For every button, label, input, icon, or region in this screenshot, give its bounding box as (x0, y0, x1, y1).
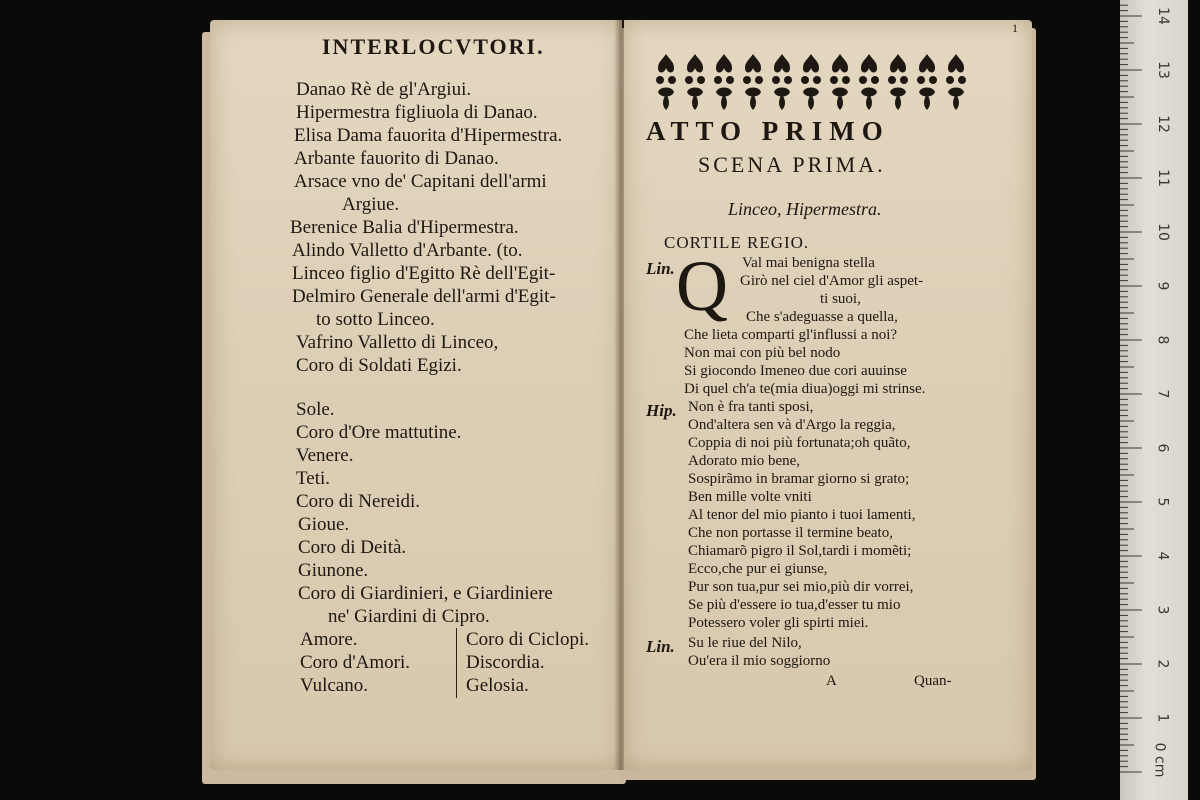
speaker-tag: Lin. (646, 637, 675, 656)
column-left-line: Amore. (300, 629, 358, 650)
verse-line: Val mai benigna stella (742, 255, 875, 271)
column-divider (456, 628, 457, 698)
character-line: Coro di Nereidi. (296, 491, 421, 512)
verse-line: Adorato mio bene, (688, 453, 801, 469)
ruler-number: 12 (1154, 115, 1171, 133)
scene-setting: CORTILE REGIO. (664, 233, 810, 252)
ruler-number: 6 (1154, 443, 1171, 453)
column-left-line: Vulcano. (300, 675, 368, 696)
ruler-number: 11 (1154, 169, 1171, 187)
character-line: Gioue. (298, 514, 350, 535)
ruler-number: 10 (1154, 223, 1171, 241)
cast-line: Linceo figlio d'Egitto Rè dell'Egit- (292, 263, 556, 284)
act-title: ATTO PRIMO (646, 116, 890, 146)
ruler-unit-label: 0 cm (1151, 742, 1168, 778)
verse-line: ti suoi, (820, 291, 861, 307)
verse-line: Che lieta comparti gl'influssi a noi? (684, 327, 898, 343)
verse-line: Su le riue del Nilo, (688, 635, 802, 651)
ornament-band-icon (652, 50, 972, 112)
speaker-tag: Lin. (646, 259, 675, 278)
scene-title: SCENA PRIMA. (698, 152, 886, 177)
character-line: Coro di Giardinieri, e Giardiniere (298, 583, 553, 604)
speaker-tag: Hip. (646, 401, 677, 420)
cast-line: Delmiro Generale dell'armi d'Egit- (292, 286, 556, 307)
ruler-number: 13 (1154, 61, 1171, 79)
verse-line: Non è fra tanti sposi, (688, 399, 814, 415)
ruler-number: 5 (1154, 497, 1171, 507)
verse-line: Che s'adeguasse a quella, (746, 309, 898, 325)
verse-line: Girò nel ciel d'Amor gli aspet- (740, 273, 924, 289)
column-right-line: Discordia. (466, 652, 545, 673)
verse-line: Sospirãmo in bramar giorno si grato; (688, 471, 910, 487)
character-line: ne' Giardini di Cipro. (328, 606, 490, 627)
cast-heading: INTERLOCVTORI. (322, 34, 545, 59)
ruler-number: 2 (1154, 659, 1171, 669)
cast-line: Elisa Dama fauorita d'Hipermestra. (294, 125, 563, 146)
ruler-number: 8 (1154, 335, 1171, 345)
verse-line: Coppia di noi più fortunata;oh quãto, (688, 435, 911, 451)
character-line: Venere. (296, 445, 354, 466)
verse-line: Ben mille volte vniti (688, 489, 812, 505)
verse-line: Potessero voler gli spirti miei. (688, 615, 869, 631)
cast-line: Arsace vno de' Capitani dell'armi (294, 171, 547, 192)
character-line: Coro di Deità. (298, 537, 407, 558)
verse-line: Non mai con più bel nodo (684, 345, 841, 361)
character-line: Teti. (296, 468, 331, 489)
verse-line: Ou'era il mio soggiorno (688, 653, 831, 669)
catchword: Quan- (914, 673, 952, 689)
open-book (200, 14, 1040, 774)
column-right-line: Gelosia. (466, 675, 529, 696)
cast-line: Danao Rè de gl'Argiui. (296, 79, 472, 100)
ruler-number: 7 (1154, 389, 1171, 399)
drop-capital: Q (676, 246, 728, 326)
verse-line: Che non portasse il termine beato, (688, 525, 893, 541)
signature-mark: A (826, 673, 837, 689)
verse-line: Di quel ch'a te(mia diua)oggi mi strinse. (684, 381, 926, 397)
cast-line: Argiue. (342, 194, 400, 215)
ruler-number: 14 (1154, 7, 1171, 25)
character-line: Sole. (296, 399, 335, 420)
measuring-ruler (1120, 0, 1188, 800)
cast-line: Hipermestra figliuola di Danao. (296, 102, 538, 123)
left-page (210, 20, 622, 770)
ruler-number: 4 (1154, 551, 1171, 561)
cast-line: Vafrino Valletto di Linceo, (296, 332, 499, 353)
cast-line: to sotto Linceo. (316, 309, 435, 330)
verse-line: Ond'altera sen và d'Argo la reggia, (688, 417, 896, 433)
verse-line: Ecco,che pur ei giunse, (688, 561, 828, 577)
verse-line: Al tenor del mio pianto i tuoi lamenti, (688, 507, 916, 523)
cast-line: Coro di Soldati Egizi. (296, 355, 462, 376)
scene-persons: Linceo, Hipermestra. (728, 199, 882, 219)
cast-line: Alindo Valletto d'Arbante. (to. (292, 240, 523, 261)
ruler-number: 3 (1154, 605, 1171, 615)
verse-line: Pur son tua,pur sei mio,più dir vorrei, (688, 579, 914, 595)
right-page (624, 20, 1032, 770)
ruler-number: 9 (1154, 281, 1171, 291)
folio-number: 1 (1012, 21, 1018, 35)
column-right-line: Coro di Ciclopi. (466, 629, 589, 650)
ruler-number: 1 (1154, 713, 1171, 723)
verse-line: Se più d'essere io tua,d'esser tu mio (688, 597, 901, 613)
character-line: Coro d'Ore mattutine. (296, 422, 462, 443)
character-line: Giunone. (298, 560, 369, 581)
verse-line: Chiamarõ pigro il Sol,tardi i momẽti; (688, 543, 912, 559)
verse-line: Si giocondo Imeneo due cori auuinse (684, 363, 907, 379)
cast-line: Berenice Balia d'Hipermestra. (290, 217, 519, 238)
column-left-line: Coro d'Amori. (300, 652, 411, 673)
cast-line: Arbante fauorito di Danao. (294, 148, 499, 169)
